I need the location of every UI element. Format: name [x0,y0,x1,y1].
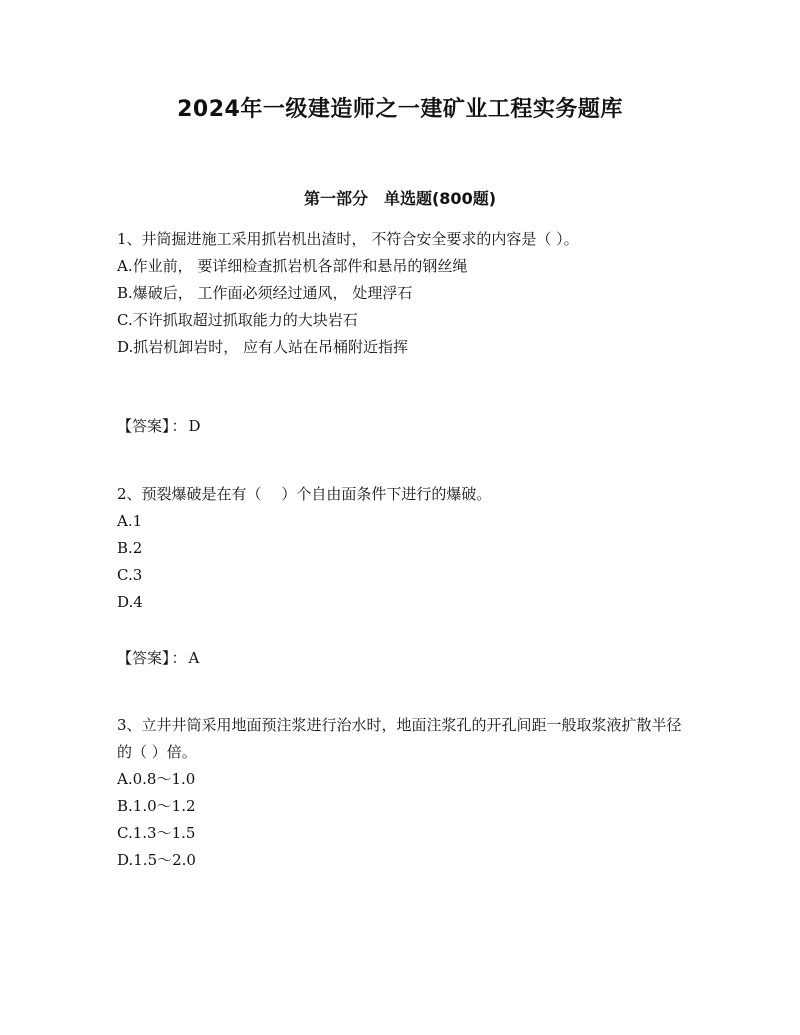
section-heading: 第一部分 单选题(800题) [303,189,497,208]
answer-2 [117,645,199,672]
question-stem: 2、预裂爆破是在有（ ）个自由面条件下进行的爆破。 [117,485,492,503]
answer-label: 【答案】 [117,417,170,435]
option-c: C.3 [117,566,143,584]
option-c: C.不许抓取超过抓取能力的大块岩石 [117,311,358,329]
option-a: A.作业前， 要详细检查抓岩机各部件和悬吊的钢丝绳 [117,257,468,275]
question-3 [117,712,687,874]
option-b: B.爆破后， 工作面必须经过通风， 处理浮石 [117,284,413,302]
option-a: A.0.8～1.0 [117,770,196,788]
question-stem: 3、立井井筒采用地面预注浆进行治水时，地面注浆孔的开孔间距一般取浆液扩散半径的（ ）倍。 [117,716,682,761]
option-b: B.2 [117,539,143,557]
answer-1 [117,413,201,440]
answer-separator: ： [171,649,187,667]
option-d: D.1.5～2.0 [117,851,196,869]
question-stem: 1、井筒掘进施工采用抓岩机出渣时， 不符合安全要求的内容是（ ）。 [117,230,579,248]
question-2 [117,481,687,616]
document-title: 2024年一级建造师之一建矿业工程实务题库 [177,97,623,122]
answer-separator: ： [171,417,187,435]
option-d: D.抓岩机卸岩时， 应有人站在吊桶附近指挥 [117,338,409,356]
option-d: D.4 [117,593,143,611]
option-a: A.1 [117,512,143,530]
answer-value: A [188,649,200,667]
question-1 [117,226,687,361]
answer-label: 【答案】 [117,649,170,667]
answer-value: D [188,417,201,435]
option-c: C.1.3～1.5 [117,824,196,842]
option-b: B.1.0～1.2 [117,797,196,815]
